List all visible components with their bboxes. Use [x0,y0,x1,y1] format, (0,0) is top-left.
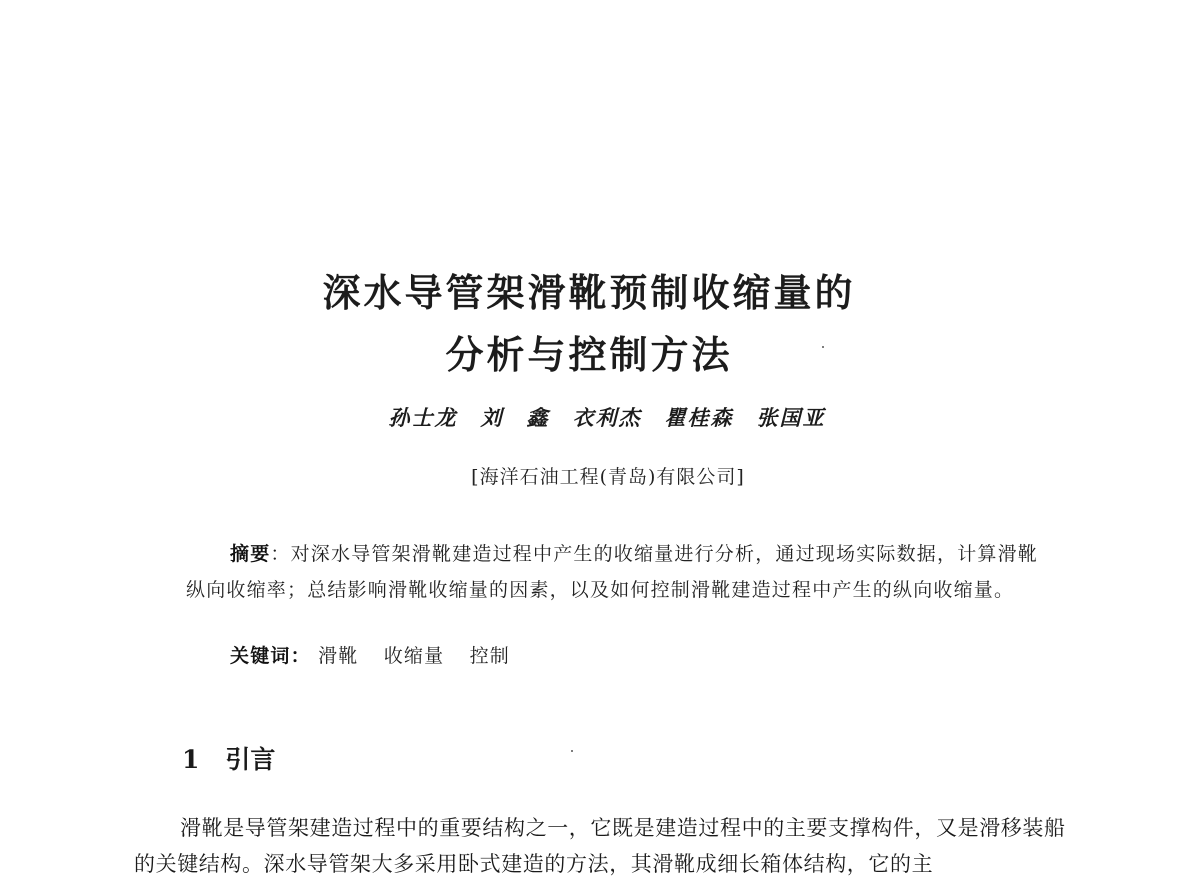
paper-title-line-1: 深水导管架滑靴预制收缩量的 [322,271,856,315]
keyword-item: 滑靴 [318,645,359,667]
author-list: 孙士龙 刘 鑫 衣利杰 瞿桂森 张国亚 [388,405,826,430]
abstract-label: 摘要 [230,543,271,565]
keyword-item: 收缩量 [383,645,445,667]
affiliation: [海洋石油工程(青岛)有限公司] [471,466,745,488]
keywords [230,641,528,668]
paper-title-line-2: 分析与控制方法 [445,333,733,377]
abstract [186,536,1046,608]
body-paragraph: 滑靴是导管架建造过程中的重要结构之一，它既是建造过程中的主要支撑构件，又是滑移装船的关键结构。深水导管架大多采用卧式建造的方法，其滑靴成细长箱体结构，它的主 [134,816,1066,876]
scan-speck [571,750,573,752]
section-title: 引言 [225,745,276,774]
keywords-label: 关键词： [230,645,311,667]
abstract-text: ：对深水导管架滑靴建造过程中产生的收缩量进行分析，通过现场实际数据，计算滑靴纵向收缩率；总结影响滑靴收缩量的因素，以及如何控制滑靴建造过程中产生的纵向收缩量。 [186,543,1039,601]
section-heading [182,740,275,776]
section-number: 1 [182,745,200,774]
scan-speck [822,346,824,348]
keyword-item: 控制 [469,645,510,667]
